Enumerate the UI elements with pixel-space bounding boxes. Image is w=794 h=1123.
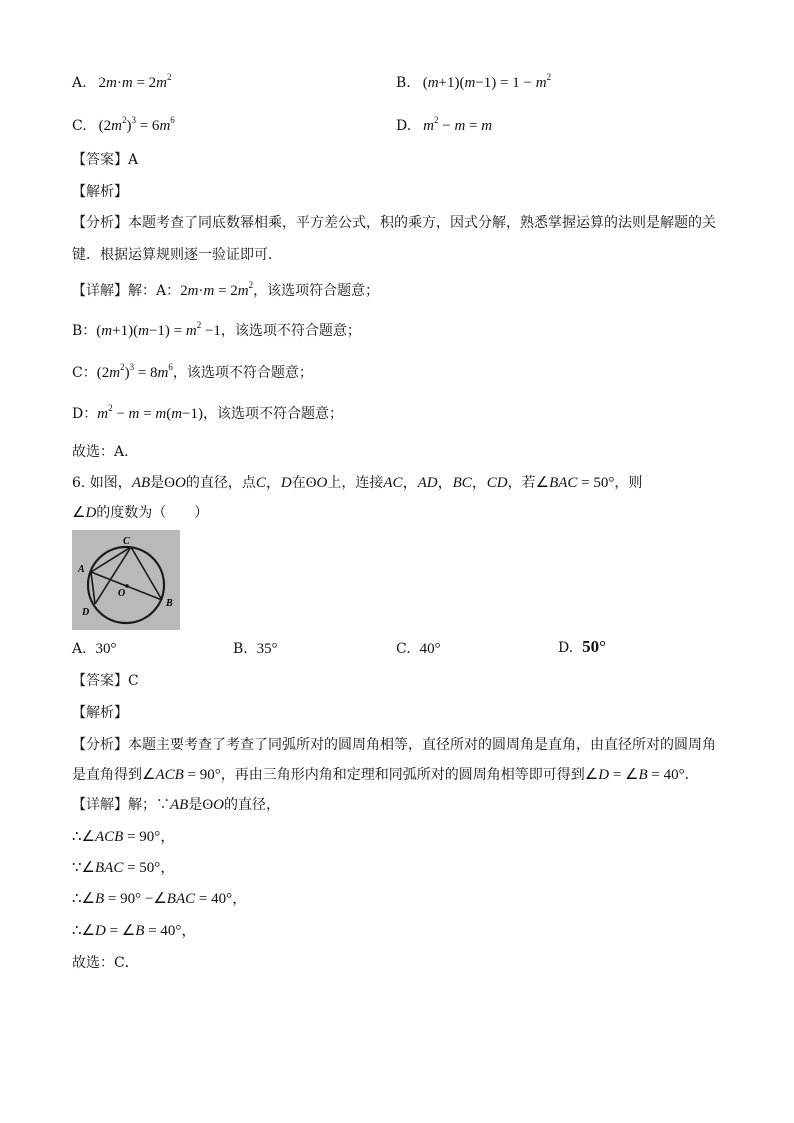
option-value: 30° xyxy=(95,641,117,657)
answer-line xyxy=(72,151,138,169)
q6-option-d xyxy=(558,638,606,657)
prefix: B： xyxy=(72,323,97,339)
q6-option-c xyxy=(396,640,441,658)
option-c xyxy=(72,117,175,135)
xiangjie-text: 解；∵ xyxy=(128,797,170,813)
math-angle-d: ∠D xyxy=(72,505,97,521)
step-2: ∵∠BAC = 50°， xyxy=(72,860,176,876)
answer-value: A xyxy=(128,152,139,168)
q6-conclusion: 故选：C． xyxy=(72,955,139,971)
note: ，该选项不符合题意； xyxy=(172,365,313,381)
circle-diagram xyxy=(72,530,180,630)
option-d-formula: $m^2 - m = m$ xyxy=(415,115,493,134)
option-label: A. xyxy=(72,75,87,91)
option-label: A. xyxy=(72,641,87,657)
note: ，该选项不符合题意； xyxy=(203,406,344,422)
note: ，该选项不符合题意； xyxy=(220,323,361,339)
q6-jiexi-tag: 【解析】 xyxy=(72,705,128,721)
xiangjie-intro: 解：A： xyxy=(128,283,181,299)
segment-bc xyxy=(131,547,162,600)
math-circle-o: ʘO xyxy=(202,797,225,813)
prefix: C： xyxy=(72,365,97,381)
option-a-formula: $2m\cdot m = 2m^2$ xyxy=(98,72,172,91)
fenxi-text: 是直角得到 xyxy=(72,767,142,783)
question-6-stem-line-1 xyxy=(72,474,642,492)
answer-tag: 【答案】 xyxy=(72,673,128,689)
math-d-eq-b: ∠D = ∠B = 40° xyxy=(584,767,685,783)
fenxi-text: ，再由三角形内角和定理和同弧所对的圆周角相等即可得到 xyxy=(220,767,585,783)
stem-text: ，则 xyxy=(614,475,643,491)
formula: $m^2 - m = m(m-1)$ xyxy=(97,403,204,422)
fenxi-text: 本题考查了同底数幂相乘，平方差公式，积的乘方，因式分解，熟悉掌握运算的法则是解题的关 xyxy=(128,215,716,231)
geometry-figure xyxy=(72,530,180,630)
fenxi-text: 本题主要考查了考查了同弧所对的圆周角相等，直径所对的圆周角是直角，由直径所对的圆周角 xyxy=(128,737,716,753)
fenxi-tag: 【分析】 xyxy=(72,215,128,231)
stem-text: 的度数为（ ） xyxy=(96,505,209,521)
math-ab: AB xyxy=(131,475,151,491)
xiangjie-text: 的直径， xyxy=(224,797,281,813)
math-c-d: C，D xyxy=(255,475,292,491)
fenxi-text: ． xyxy=(684,767,699,783)
option-value: 35° xyxy=(256,641,278,657)
note: ，该选项符合题意； xyxy=(253,283,380,299)
q6-option-b xyxy=(233,640,278,658)
xiangjie-d xyxy=(72,405,343,423)
q6-answer-line xyxy=(72,672,139,690)
formula: $(m+1)(m-1) = m^2 -1$ xyxy=(96,320,221,339)
stem-text: 上，连接 xyxy=(327,475,384,491)
label-o: O xyxy=(118,588,126,599)
option-label: D. xyxy=(396,118,412,134)
option-label: C. xyxy=(396,641,411,657)
question-6-stem-line-2 xyxy=(72,504,208,522)
prefix: D： xyxy=(72,406,98,422)
xiangjie-tag: 【详解】 xyxy=(72,283,128,299)
math-acb: ∠ACB = 90° xyxy=(142,767,221,783)
fenxi-line-1 xyxy=(72,214,716,232)
q6-option-a xyxy=(72,640,116,658)
step-3: ∴∠B = 90° −∠BAC = 40°， xyxy=(72,891,248,907)
label-a: A xyxy=(78,564,85,575)
formula: $2m\cdot m = 2m^2$ xyxy=(180,280,254,299)
math-angle-bac: ∠BAC = 50° xyxy=(535,475,615,491)
step-4: ∴∠D = ∠B = 40°， xyxy=(72,923,197,939)
label-c: C xyxy=(123,536,130,547)
math-circle-o: ʘO xyxy=(305,475,328,491)
formula: $(2m^2)^3 = 8m^6$ xyxy=(96,362,173,381)
step-1: ∴∠ACB = 90°， xyxy=(72,829,176,845)
jiexi-tag: 【解析】 xyxy=(72,184,128,200)
q6-fenxi-line-1 xyxy=(72,736,716,754)
xiangjie-a xyxy=(72,282,379,300)
option-label: D. xyxy=(558,640,574,656)
xiangjie-text: 是 xyxy=(188,797,203,813)
option-d xyxy=(396,117,492,135)
stem-text: ，若 xyxy=(507,475,536,491)
xiangjie-c xyxy=(72,364,313,382)
option-b-formula: $(m+1)(m-1) = 1 - m^2$ xyxy=(422,72,552,91)
stem-text: 6. 如图， xyxy=(72,475,132,491)
stem-text: 在 xyxy=(291,475,306,491)
xiangjie-b xyxy=(72,322,361,340)
option-b xyxy=(396,74,551,92)
label-b: B xyxy=(166,598,173,609)
stem-text: 的直径，点 xyxy=(185,475,256,491)
math-segments: AC，AD，BC，CD xyxy=(383,475,508,491)
option-label: C. xyxy=(72,118,87,134)
option-c-formula: $(2m^2)^3 = 6m^6$ xyxy=(98,115,175,134)
option-label: B. xyxy=(396,75,411,91)
option-label: B. xyxy=(233,641,248,657)
xiangjie-tag: 【详解】 xyxy=(72,797,128,813)
option-value: 50° xyxy=(582,637,606,656)
center-point xyxy=(125,584,129,588)
fenxi-tag: 【分析】 xyxy=(72,737,128,753)
stem-text: 是 xyxy=(150,475,165,491)
q6-fenxi-line-2 xyxy=(72,766,699,784)
answer-value: C xyxy=(128,673,139,689)
math-ab: AB xyxy=(170,797,189,813)
answer-tag: 【答案】 xyxy=(72,152,128,168)
option-a xyxy=(72,74,172,92)
label-d: D xyxy=(82,607,90,618)
q6-xiangjie-line-1 xyxy=(72,796,280,814)
option-value: 40° xyxy=(419,641,441,657)
fenxi-line-2: 键．根据运算规则逐一验证即可． xyxy=(72,247,282,263)
math-circle-o: ʘO xyxy=(164,475,186,491)
conclusion: 故选：A． xyxy=(72,444,139,460)
